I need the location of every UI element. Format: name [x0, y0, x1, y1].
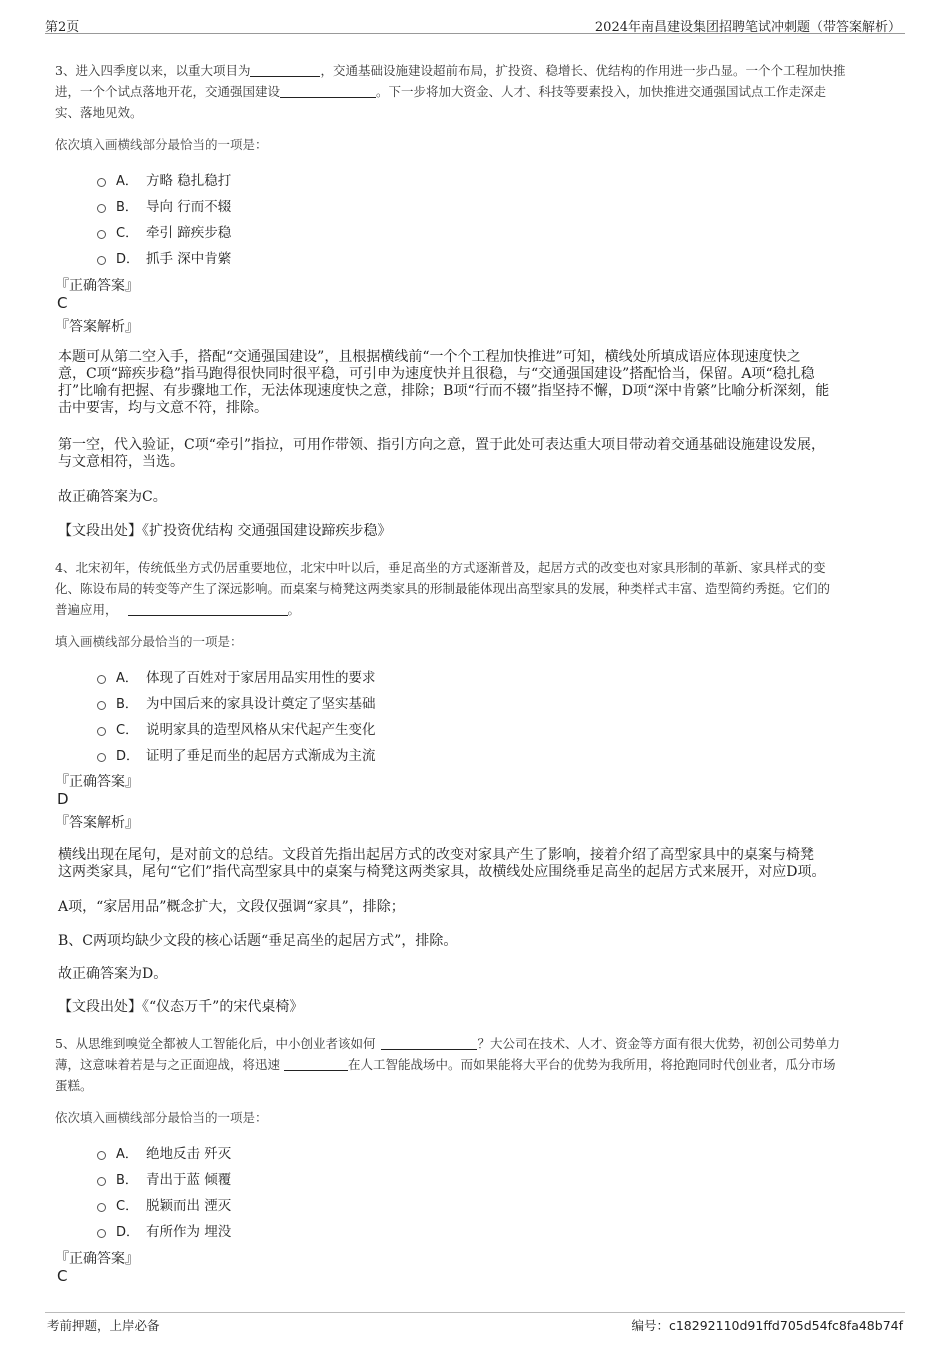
q5-prompt: 依次填入画横线部分最恰当的一项是： [55, 1110, 268, 1125]
q3-text: 实、落地见效。 [55, 105, 143, 120]
q3-text: 进，一个个试点落地开花，交通强国建设 [55, 84, 281, 99]
q5-option-a[interactable] [97, 1140, 231, 1164]
option-text: 体现了百姓对于家居用品实用性的要求 [146, 670, 376, 686]
option-letter: A． [116, 1146, 138, 1162]
q5-options [97, 1140, 231, 1242]
q4-prompt: 填入画横线部分最恰当的一项是： [55, 634, 243, 649]
option-letter: A． [116, 670, 138, 686]
q3-blank-1 [250, 63, 320, 77]
analysis-line: 击中要害，均与文意不符，排除。 [58, 400, 268, 416]
q3-stem [55, 60, 890, 123]
q3-conclusion: 故正确答案为C。 [58, 489, 167, 505]
q3-text: ，交通基础设施建设超前布局，扩投资、稳增长、优结构的作用进一步凸显。一个个工程加快推 [320, 63, 846, 78]
q3-prompt: 依次填入画横线部分最恰当的一项是： [55, 137, 268, 152]
radio-icon[interactable] [97, 753, 106, 762]
document-title: 2024年南昌建设集团招聘笔试冲刺题（带答案解析） [594, 20, 901, 35]
q4-option-b[interactable] [97, 690, 376, 714]
q3-analysis-label: 『答案解析』 [55, 319, 139, 335]
footer-slogan: 考前押题，上岸必备 [47, 1318, 160, 1333]
analysis-line: 与文意相符，当选。 [58, 454, 184, 470]
option-letter: D． [116, 1224, 140, 1240]
page-header [45, 12, 905, 34]
option-letter: D． [116, 748, 140, 764]
q5-answer: C [57, 1267, 68, 1285]
option-text: 有所作为 埋没 [146, 1224, 232, 1240]
radio-icon[interactable] [97, 1177, 106, 1186]
q4-blank [128, 602, 288, 616]
radio-icon[interactable] [97, 1203, 106, 1212]
q4-option-d[interactable] [97, 742, 376, 766]
option-letter: B． [116, 199, 138, 215]
option-letter: C． [116, 722, 139, 738]
q3-text: 3、进入四季度以来，以重大项目为 [55, 63, 251, 78]
q3-option-a[interactable] [97, 167, 231, 191]
radio-icon[interactable] [97, 256, 106, 265]
q3-source: 【文段出处】《扩投资优结构 交通强国建设蹄疾步稳》 [58, 523, 392, 539]
q5-blank-1 [381, 1036, 477, 1050]
radio-icon[interactable] [97, 675, 106, 684]
q5-option-c[interactable] [97, 1192, 231, 1216]
option-text: 牵引 蹄疾步稳 [146, 225, 232, 241]
option-text: 脱颖而出 湮灭 [146, 1198, 232, 1214]
q5-text: 5、从思维到嗅觉全都被人工智能化后，中小创业者该如何 [55, 1036, 376, 1051]
option-letter: B． [116, 696, 138, 712]
option-letter: C． [116, 1198, 139, 1214]
analysis-line: 横线出现在尾句，是对前文的总结。文段首先指出起居方式的改变对家具产生了影响，接着介绍了高型家具中的桌案与椅凳 [58, 847, 814, 863]
q5-stem [55, 1033, 890, 1096]
radio-icon[interactable] [97, 178, 106, 187]
q4-text: 化、陈设布局的转变等产生了深远影响。而桌案与椅凳这两类家具的形制最能体现出高型家具的发展，种类样式丰富、造型简约秀挺。它们的 [55, 581, 831, 596]
q3-option-d[interactable] [97, 245, 231, 269]
page-number: 第2页 [45, 20, 80, 35]
option-text: 为中国后来的家具设计奠定了坚实基础 [146, 696, 376, 712]
radio-icon[interactable] [97, 1151, 106, 1160]
q3-analysis-p2 [58, 437, 888, 471]
option-text: 抓手 深中肯綮 [146, 251, 232, 267]
q5-text: 薄，这意味着若是与之正面迎战，将迅速 [55, 1057, 281, 1072]
option-letter: C． [116, 225, 139, 241]
q4-text: 。 [287, 602, 301, 617]
q4-option-a[interactable] [97, 664, 376, 688]
option-letter: B． [116, 1172, 138, 1188]
document-code: 编号：c18292110d91ffd705d54fc8fa48b74f [631, 1318, 903, 1333]
radio-icon[interactable] [97, 230, 106, 239]
option-text: 青出于蓝 倾覆 [146, 1172, 232, 1188]
option-letter: D． [116, 251, 140, 267]
q5-text: ？大公司在技术、人才、资金等方面有很大优势，初创公司势单力 [477, 1036, 840, 1051]
q4-options [97, 664, 376, 766]
q4-conclusion: 故正确答案为D。 [58, 966, 168, 982]
option-text: 方略 稳扎稳打 [146, 173, 232, 189]
radio-icon[interactable] [97, 727, 106, 736]
analysis-line: 第一空，代入验证，C项“牵引”指拉，可用作带领、指引方向之意，置于此处可表达重大项目带动着交通基础设施建设发展， [58, 437, 826, 453]
analysis-line: 本题可从第二空入手，搭配“交通强国建设”，且根据横线前“一个个工程加快推进”可知，横线处所填成语应体现速度快之 [58, 349, 801, 365]
analysis-line: 打”比喻有把握、有步骤地工作，无法体现速度快之意，排除；B项“行而不辍”指坚持不懈，D项“深中肯綮”比喻分析深刻，能 [58, 383, 830, 399]
radio-icon[interactable] [97, 1229, 106, 1238]
analysis-line: 这两类家具，尾句“它们”指代高型家具中的桌案与椅凳这两类家具，故横线处应围绕垂足高坐的起居方式来展开，对应D项。 [58, 864, 826, 880]
option-text: 导向 行而不辍 [146, 199, 232, 215]
q5-correct-label: 『正确答案』 [55, 1251, 139, 1267]
option-text: 证明了垂足而坐的起居方式渐成为主流 [146, 748, 376, 764]
q4-correct-label: 『正确答案』 [55, 774, 139, 790]
q4-option-c[interactable] [97, 716, 376, 740]
q5-option-b[interactable] [97, 1166, 231, 1190]
q4-analysis-p2: A项，“家居用品”概念扩大，文段仅强调“家具”，排除； [58, 899, 405, 915]
q3-text: 。下一步将加大资金、人才、科技等要素投入，加快推进交通强国试点工作走深走 [376, 84, 827, 99]
radio-icon[interactable] [97, 701, 106, 710]
q3-options [97, 167, 231, 269]
radio-icon[interactable] [97, 204, 106, 213]
q4-source: 【文段出处】《“仪态万千”的宋代桌椅》 [58, 999, 304, 1015]
q4-answer: D [57, 790, 69, 808]
option-text: 绝地反击 歼灭 [146, 1146, 232, 1162]
q3-correct-label: 『正确答案』 [55, 278, 139, 294]
q4-analysis-label: 『答案解析』 [55, 815, 139, 831]
q4-analysis-p3: B、C两项均缺少文段的核心话题“垂足高坐的起居方式”，排除。 [58, 933, 458, 949]
q3-analysis-p1 [58, 349, 888, 417]
q3-option-b[interactable] [97, 193, 231, 217]
q4-analysis-p1 [58, 847, 888, 881]
q5-blank-2 [284, 1057, 348, 1071]
option-text: 说明家具的造型风格从宋代起产生变化 [146, 722, 376, 738]
option-letter: A． [116, 173, 138, 189]
page-footer [45, 1312, 905, 1334]
q3-blank-2 [280, 84, 376, 98]
q4-stem [55, 557, 890, 620]
q4-text: 普遍应用， [55, 602, 118, 617]
q4-text: 4、北宋初年，传统低坐方式仍居重要地位，北宋中叶以后，垂足高坐的方式逐渐普及，起居方式的改变也对家具形制的革新、家具样式的变 [55, 560, 826, 575]
q5-text: 蛋糕。 [55, 1078, 93, 1093]
q3-answer: C [57, 294, 68, 312]
analysis-line: 意，C项“蹄疾步稳”指马跑得很快同时很平稳，可引申为速度快并且很稳，与“交通强国建设”搭配恰当，保留。A项“稳扎稳 [58, 366, 815, 382]
q3-option-c[interactable] [97, 219, 231, 243]
q5-text: 在人工智能战场中。而如果能将大平台的优势为我所用，将抢跑同时代创业者，瓜分市场 [348, 1057, 836, 1072]
q5-option-d[interactable] [97, 1218, 231, 1242]
